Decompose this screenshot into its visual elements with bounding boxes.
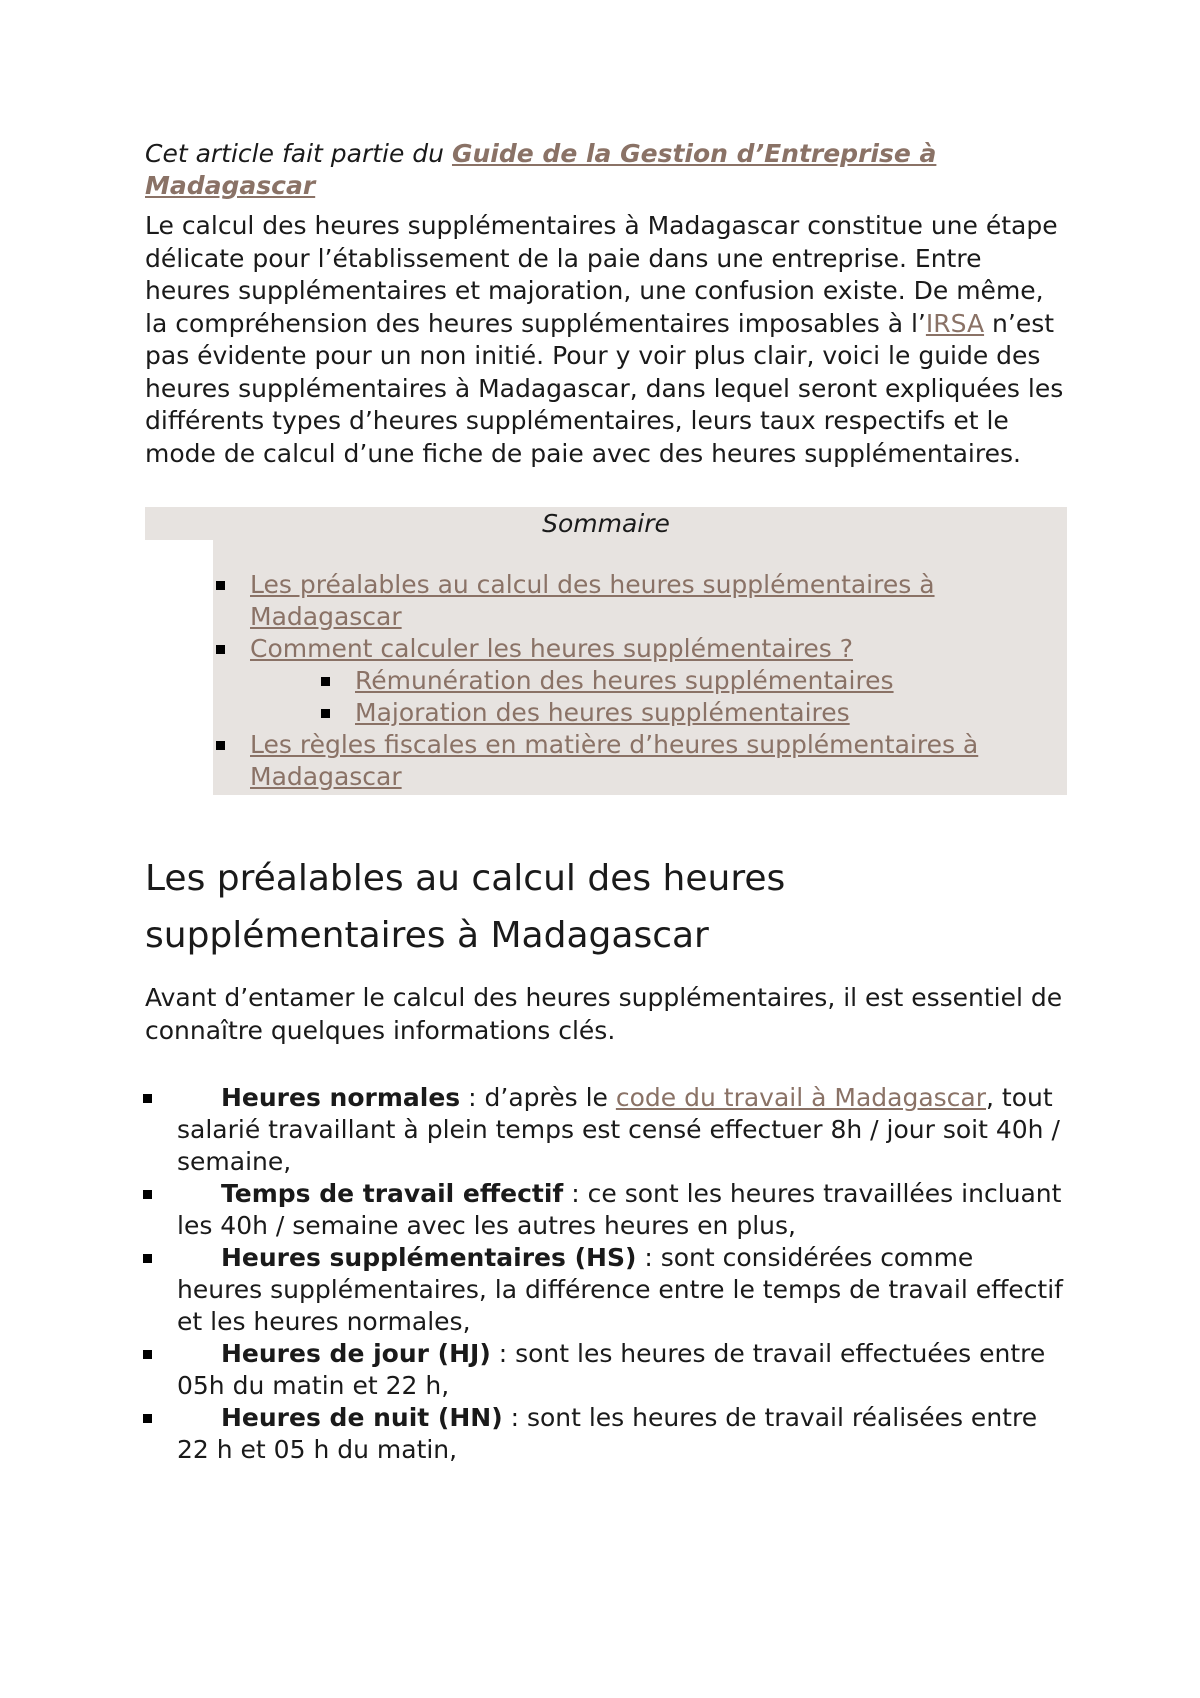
toc-link-majoration[interactable]: Majoration des heures supplémentaires — [355, 698, 850, 727]
definition-text: : sont considérées comme heures supplémentaires, la différence entre le temps de travail effectif et les heures normales, — [177, 1243, 1063, 1336]
square-bullet-icon — [143, 1094, 152, 1103]
square-bullet-icon — [216, 581, 225, 590]
toc-subitem — [213, 665, 1067, 697]
article-intro-line — [145, 138, 1065, 202]
list-item — [145, 1338, 1065, 1402]
list-item — [145, 1402, 1065, 1466]
paragraph-text-2: n’est pas évidente pour un non initié. Pour y voir plus clair, voici le guide des heures supplémentaires à Madagascar, dans lequel seront expliquées les différents types d’heures supplémentaires, leurs taux respectifs et le mode de calcul d’une fiche de paie avec des heures supplémentaires. — [145, 308, 1064, 468]
definition-term: Heures normales — [221, 1083, 461, 1112]
definitions-list — [145, 1082, 1065, 1466]
square-bullet-icon — [143, 1190, 152, 1199]
definition-term: Heures supplémentaires (HS) — [221, 1243, 637, 1272]
definition-text: : sont les heures de travail réalisées entre 22 h et 05 h du matin, — [177, 1403, 1038, 1464]
table-of-contents — [145, 507, 1067, 795]
toc-item — [213, 633, 1067, 665]
square-bullet-icon — [216, 741, 225, 750]
paragraph-text-1: Le calcul des heures supplémentaires à Madagascar constitue une étape délicate pour l’établissement de la paie dans une entreprise. Entre heures supplémentaires et majoration, une confusion existe. De même, la compréhension des heures supplémentaires imposables à l’ — [145, 211, 1058, 338]
toc-link-calculer[interactable]: Comment calculer les heures supplémentaires ? — [250, 634, 853, 663]
square-bullet-icon — [321, 709, 330, 718]
square-bullet-icon — [143, 1414, 152, 1423]
definition-term: Heures de nuit (HN) — [221, 1403, 503, 1432]
definition-term: Heures de jour (HJ) — [221, 1339, 491, 1368]
toc-title: Sommaire — [145, 507, 1067, 540]
square-bullet-icon — [143, 1350, 152, 1359]
square-bullet-icon — [216, 645, 225, 654]
definition-text: , tout salarié travaillant à plein temps est censé effectuer 8h / jour soit 40h / semaine, — [177, 1083, 1060, 1176]
toc-link-remuneration[interactable]: Rémunération des heures supplémentaires — [355, 666, 894, 695]
toc-link-prealables[interactable]: Les préalables au calcul des heures supplémentaires à Madagascar — [250, 570, 935, 631]
list-item — [145, 1178, 1065, 1242]
intro-prefix: Cet article fait partie du — [145, 139, 452, 168]
definition-text: : d’après le — [460, 1083, 616, 1112]
toc-item — [213, 729, 1067, 793]
code-du-travail-link[interactable]: code du travail à Madagascar — [615, 1083, 987, 1112]
irsa-link[interactable]: IRSA — [925, 308, 985, 338]
list-item — [145, 1242, 1065, 1338]
toc-list — [213, 540, 1067, 795]
square-bullet-icon — [321, 677, 330, 686]
section-heading-prealables: Les préalables au calcul des heures supplémentaires à Madagascar — [145, 858, 786, 956]
toc-link-regles-fiscales[interactable]: Les règles fiscales en matière d’heures supplémentaires à Madagascar — [250, 730, 979, 791]
guide-link[interactable]: Guide de la Gestion d’Entreprise à Madagascar — [145, 139, 937, 200]
toc-subitem — [213, 697, 1067, 729]
square-bullet-icon — [143, 1254, 152, 1263]
definition-text: : sont les heures de travail effectuées entre 05h du matin et 22 h, — [177, 1339, 1046, 1400]
intro-paragraph — [145, 210, 1065, 470]
section-intro-paragraph: Avant d’entamer le calcul des heures supplémentaires, il est essentiel de connaître quelques informations clés. — [145, 983, 1063, 1045]
definition-text: : ce sont les heures travaillées incluant les 40h / semaine avec les autres heures en plus, — [177, 1179, 1062, 1240]
definition-term: Temps de travail effectif — [221, 1179, 564, 1208]
article-content — [145, 138, 1065, 1466]
list-item — [145, 1082, 1065, 1178]
toc-item — [213, 569, 1067, 633]
